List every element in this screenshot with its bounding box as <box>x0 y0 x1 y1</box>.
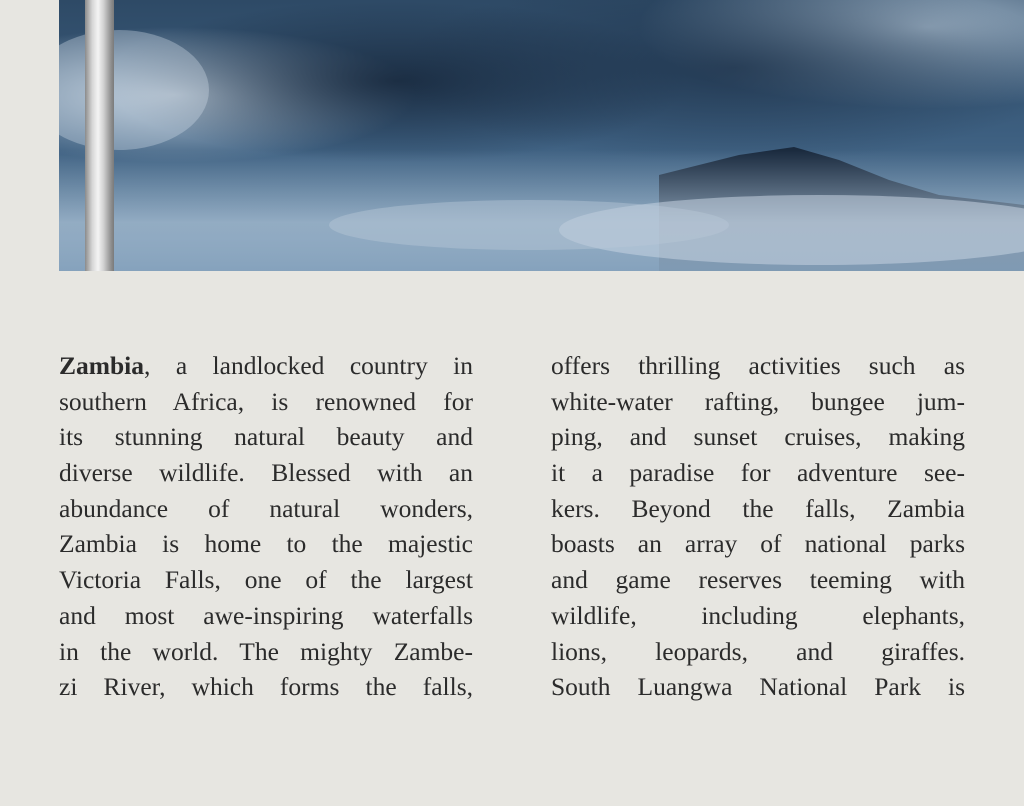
text-line: Zambia, a landlocked country in <box>59 351 473 380</box>
article-column-left <box>59 348 473 705</box>
storm-clouds-illustration <box>59 0 1024 271</box>
text-line: boasts an array of national parks <box>551 529 965 559</box>
text-line: Victoria Falls, one of the largest <box>59 565 473 595</box>
text-line: abundance of natural wonders, <box>59 493 473 523</box>
text-line: southern Africa, is renowned for <box>59 386 473 416</box>
text-line: it a paradise for adventure see- <box>551 458 965 488</box>
text-line: lions, leopards, and giraffes. <box>551 636 965 666</box>
text-line: Zambia is home to the majestic <box>59 529 473 559</box>
hero-photo <box>59 0 1024 271</box>
text-line: and game reserves teeming with <box>551 565 965 595</box>
text-line: offers thrilling activities such as <box>551 351 965 380</box>
text-line: ping, and sunset cruises, making <box>551 422 965 452</box>
text-line: diverse wildlife. Blessed with an <box>59 458 473 488</box>
lead-word: Zambia <box>59 351 145 380</box>
text-line: white-water rafting, bungee jum- <box>551 386 965 416</box>
article-column-right <box>551 348 965 705</box>
text-line: kers. Beyond the falls, Zambia <box>551 493 965 523</box>
text-line: and most awe-inspiring waterfalls <box>59 600 473 630</box>
text-line: in the world. The mighty Zambe- <box>59 636 473 666</box>
metal-pole <box>85 0 114 271</box>
text-line: zi River, which forms the falls, <box>59 672 473 702</box>
text-line: South Luangwa National Park is <box>551 672 965 702</box>
text-line: wildlife, including elephants, <box>551 600 965 630</box>
text-line: its stunning natural beauty and <box>59 422 473 452</box>
